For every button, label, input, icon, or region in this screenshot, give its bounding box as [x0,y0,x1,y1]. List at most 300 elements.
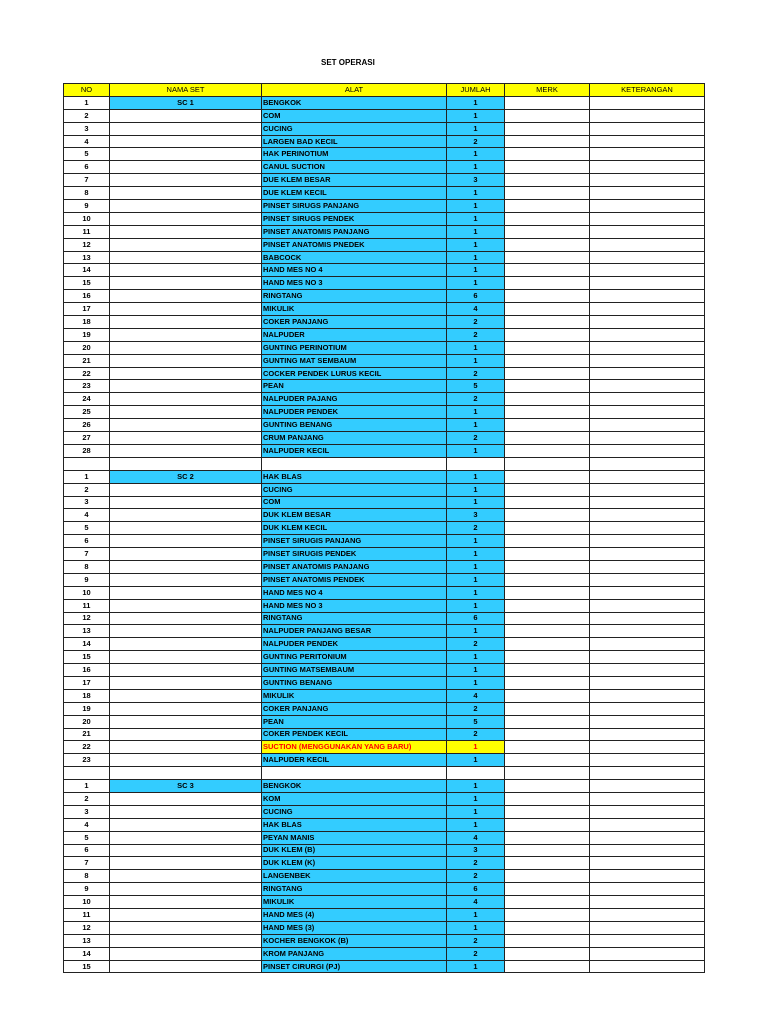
cell-merk[interactable] [505,548,590,561]
cell-keterangan[interactable] [590,664,705,677]
cell-keterangan[interactable] [590,341,705,354]
cell-nama-set[interactable] [110,174,262,187]
cell-jumlah[interactable]: 1 [447,560,505,573]
cell-nama-set[interactable] [110,444,262,457]
cell-merk[interactable] [505,702,590,715]
cell-keterangan[interactable] [590,689,705,702]
cell-merk[interactable] [505,560,590,573]
cell-alat[interactable]: NALPUDER KECIL [262,444,447,457]
cell-alat[interactable]: DUK KLEM (K) [262,857,447,870]
cell-merk[interactable] [505,934,590,947]
cell-jumlah[interactable]: 1 [447,161,505,174]
cell-alat[interactable]: KOCHER BENGKOK (B) [262,934,447,947]
cell-nama-set[interactable] [110,290,262,303]
cell-nama-set[interactable] [110,380,262,393]
cell-keterangan[interactable] [590,870,705,883]
cell-keterangan[interactable] [590,909,705,922]
cell-nama-set[interactable]: SC 3 [110,780,262,793]
cell-merk[interactable] [505,161,590,174]
cell-merk[interactable] [505,741,590,754]
cell-keterangan[interactable] [590,509,705,522]
cell-merk[interactable] [505,792,590,805]
cell-merk[interactable] [505,805,590,818]
cell-nama-set[interactable] [110,741,262,754]
cell-nama-set[interactable] [110,200,262,213]
cell-alat[interactable]: GUNTING PERINOTIUM [262,341,447,354]
cell-alat[interactable]: DUE KLEM BESAR [262,174,447,187]
empty-cell[interactable] [590,457,705,470]
cell-keterangan[interactable] [590,960,705,973]
cell-no[interactable]: 7 [64,857,110,870]
cell-no[interactable]: 11 [64,909,110,922]
cell-merk[interactable] [505,728,590,741]
cell-no[interactable]: 15 [64,960,110,973]
cell-nama-set[interactable] [110,303,262,316]
cell-no[interactable]: 12 [64,921,110,934]
cell-nama-set[interactable] [110,586,262,599]
cell-keterangan[interactable] [590,354,705,367]
cell-alat[interactable]: DUK KLEM (B) [262,844,447,857]
cell-keterangan[interactable] [590,483,705,496]
cell-jumlah[interactable]: 1 [447,625,505,638]
cell-jumlah[interactable]: 1 [447,573,505,586]
cell-no[interactable]: 15 [64,277,110,290]
cell-keterangan[interactable] [590,535,705,548]
cell-nama-set[interactable] [110,844,262,857]
cell-merk[interactable] [505,844,590,857]
cell-alat[interactable]: MIKULIK [262,689,447,702]
cell-keterangan[interactable] [590,651,705,664]
cell-nama-set[interactable] [110,122,262,135]
cell-merk[interactable] [505,200,590,213]
cell-no[interactable]: 9 [64,200,110,213]
cell-jumlah[interactable]: 2 [447,638,505,651]
cell-jumlah[interactable]: 1 [447,444,505,457]
cell-jumlah[interactable]: 1 [447,754,505,767]
cell-jumlah[interactable]: 2 [447,367,505,380]
cell-merk[interactable] [505,857,590,870]
cell-no[interactable]: 14 [64,264,110,277]
cell-keterangan[interactable] [590,444,705,457]
empty-cell[interactable] [110,457,262,470]
cell-merk[interactable] [505,432,590,445]
cell-nama-set[interactable] [110,354,262,367]
cell-alat[interactable]: BABCOCK [262,251,447,264]
cell-jumlah[interactable]: 1 [447,148,505,161]
cell-nama-set[interactable]: SC 1 [110,96,262,109]
cell-keterangan[interactable] [590,573,705,586]
cell-no[interactable]: 6 [64,844,110,857]
cell-nama-set[interactable] [110,792,262,805]
cell-nama-set[interactable]: SC 2 [110,470,262,483]
cell-nama-set[interactable] [110,599,262,612]
cell-alat[interactable]: CUCING [262,483,447,496]
cell-jumlah[interactable]: 1 [447,805,505,818]
cell-merk[interactable] [505,586,590,599]
cell-no[interactable]: 20 [64,341,110,354]
cell-nama-set[interactable] [110,909,262,922]
cell-jumlah[interactable]: 1 [447,277,505,290]
cell-jumlah[interactable]: 1 [447,341,505,354]
cell-no[interactable]: 13 [64,625,110,638]
cell-no[interactable]: 19 [64,702,110,715]
cell-keterangan[interactable] [590,109,705,122]
cell-jumlah[interactable]: 1 [447,496,505,509]
cell-jumlah[interactable]: 1 [447,599,505,612]
cell-keterangan[interactable] [590,174,705,187]
cell-keterangan[interactable] [590,96,705,109]
cell-keterangan[interactable] [590,251,705,264]
cell-keterangan[interactable] [590,715,705,728]
header-keterangan[interactable]: KETERANGAN [590,84,705,97]
cell-keterangan[interactable] [590,638,705,651]
empty-cell[interactable] [590,767,705,780]
cell-alat[interactable]: PINSET CIRURGI (PJ) [262,960,447,973]
cell-alat[interactable]: PINSET ANATOMIS PANJANG [262,225,447,238]
cell-merk[interactable] [505,174,590,187]
cell-keterangan[interactable] [590,780,705,793]
cell-merk[interactable] [505,638,590,651]
cell-jumlah[interactable]: 1 [447,909,505,922]
cell-nama-set[interactable] [110,225,262,238]
cell-alat[interactable]: COKER PANJANG [262,316,447,329]
cell-no[interactable]: 14 [64,947,110,960]
cell-no[interactable]: 18 [64,316,110,329]
cell-alat[interactable]: LANGENBEK [262,870,447,883]
cell-no[interactable]: 17 [64,303,110,316]
cell-merk[interactable] [505,715,590,728]
cell-nama-set[interactable] [110,728,262,741]
cell-keterangan[interactable] [590,328,705,341]
empty-cell[interactable] [447,457,505,470]
cell-no[interactable]: 27 [64,432,110,445]
cell-alat[interactable]: GUNTING MATSEMBAUM [262,664,447,677]
cell-keterangan[interactable] [590,367,705,380]
cell-nama-set[interactable] [110,560,262,573]
cell-nama-set[interactable] [110,612,262,625]
cell-keterangan[interactable] [590,303,705,316]
cell-keterangan[interactable] [590,676,705,689]
cell-alat[interactable]: PINSET SIRUGS PANJANG [262,200,447,213]
cell-alat[interactable]: HAND MES (3) [262,921,447,934]
empty-cell[interactable] [447,767,505,780]
cell-no[interactable]: 4 [64,818,110,831]
cell-jumlah[interactable]: 1 [447,664,505,677]
cell-nama-set[interactable] [110,277,262,290]
cell-keterangan[interactable] [590,947,705,960]
cell-alat[interactable]: COKER PANJANG [262,702,447,715]
cell-no[interactable]: 1 [64,780,110,793]
cell-merk[interactable] [505,947,590,960]
header-merk[interactable]: MERK [505,84,590,97]
header-jumlah[interactable]: JUMLAH [447,84,505,97]
cell-alat[interactable]: HAND MES NO 3 [262,277,447,290]
cell-jumlah[interactable]: 1 [447,548,505,561]
cell-alat[interactable]: CUCING [262,122,447,135]
cell-nama-set[interactable] [110,535,262,548]
cell-merk[interactable] [505,483,590,496]
cell-keterangan[interactable] [590,432,705,445]
cell-keterangan[interactable] [590,316,705,329]
cell-nama-set[interactable] [110,187,262,200]
cell-jumlah[interactable]: 5 [447,715,505,728]
empty-cell[interactable] [262,767,447,780]
cell-nama-set[interactable] [110,548,262,561]
cell-nama-set[interactable] [110,664,262,677]
cell-nama-set[interactable] [110,883,262,896]
cell-keterangan[interactable] [590,586,705,599]
cell-nama-set[interactable] [110,818,262,831]
cell-jumlah[interactable]: 2 [447,432,505,445]
cell-no[interactable]: 6 [64,535,110,548]
cell-alat[interactable]: HAND MES NO 3 [262,599,447,612]
cell-jumlah[interactable]: 2 [447,702,505,715]
cell-nama-set[interactable] [110,148,262,161]
cell-jumlah[interactable]: 1 [447,264,505,277]
cell-no[interactable]: 10 [64,586,110,599]
cell-nama-set[interactable] [110,896,262,909]
cell-merk[interactable] [505,212,590,225]
cell-keterangan[interactable] [590,560,705,573]
cell-alat[interactable]: RINGTANG [262,612,447,625]
cell-merk[interactable] [505,496,590,509]
cell-jumlah[interactable]: 2 [447,328,505,341]
cell-alat[interactable]: PINSET ANATOMIS PANJANG [262,560,447,573]
cell-alat[interactable]: GUNTING BENANG [262,676,447,689]
cell-alat[interactable]: BENGKOK [262,96,447,109]
cell-nama-set[interactable] [110,393,262,406]
cell-nama-set[interactable] [110,702,262,715]
empty-cell[interactable] [505,767,590,780]
cell-jumlah[interactable]: 1 [447,109,505,122]
cell-no[interactable]: 10 [64,896,110,909]
cell-alat[interactable]: NALPUDER KECIL [262,754,447,767]
cell-alat[interactable]: GUNTING MAT SEMBAUM [262,354,447,367]
cell-keterangan[interactable] [590,934,705,947]
cell-no[interactable]: 14 [64,638,110,651]
cell-keterangan[interactable] [590,754,705,767]
cell-alat[interactable]: LARGEN BAD KECIL [262,135,447,148]
cell-alat[interactable]: HAK PERINOTIUM [262,148,447,161]
cell-jumlah[interactable]: 2 [447,857,505,870]
cell-merk[interactable] [505,676,590,689]
cell-keterangan[interactable] [590,122,705,135]
cell-jumlah[interactable]: 1 [447,792,505,805]
cell-no[interactable]: 26 [64,419,110,432]
cell-keterangan[interactable] [590,728,705,741]
cell-merk[interactable] [505,419,590,432]
empty-cell[interactable] [64,457,110,470]
cell-alat[interactable]: COM [262,109,447,122]
cell-jumlah[interactable]: 1 [447,676,505,689]
cell-no[interactable]: 7 [64,174,110,187]
cell-nama-set[interactable] [110,483,262,496]
cell-merk[interactable] [505,238,590,251]
cell-nama-set[interactable] [110,857,262,870]
cell-keterangan[interactable] [590,380,705,393]
cell-keterangan[interactable] [590,496,705,509]
cell-alat[interactable]: CUCING [262,805,447,818]
cell-no[interactable]: 20 [64,715,110,728]
cell-alat[interactable]: NALPUDER PENDEK [262,638,447,651]
cell-alat[interactable]: BENGKOK [262,780,447,793]
cell-nama-set[interactable] [110,934,262,947]
cell-nama-set[interactable] [110,432,262,445]
cell-jumlah[interactable]: 1 [447,535,505,548]
header-no[interactable]: NO [64,84,110,97]
cell-alat[interactable]: NALPUDER [262,328,447,341]
cell-merk[interactable] [505,354,590,367]
cell-nama-set[interactable] [110,419,262,432]
cell-no[interactable]: 19 [64,328,110,341]
cell-alat[interactable]: RINGTANG [262,883,447,896]
cell-no[interactable]: 11 [64,225,110,238]
cell-no[interactable]: 8 [64,187,110,200]
cell-keterangan[interactable] [590,470,705,483]
cell-keterangan[interactable] [590,148,705,161]
cell-no[interactable]: 22 [64,741,110,754]
cell-alat[interactable]: KROM PANJANG [262,947,447,960]
cell-jumlah[interactable]: 6 [447,612,505,625]
cell-jumlah[interactable]: 1 [447,960,505,973]
cell-alat[interactable]: GUNTING PERITONIUM [262,651,447,664]
cell-merk[interactable] [505,148,590,161]
cell-alat[interactable]: PINSET SIRUGIS PENDEK [262,548,447,561]
cell-keterangan[interactable] [590,805,705,818]
cell-nama-set[interactable] [110,921,262,934]
cell-jumlah[interactable]: 2 [447,870,505,883]
cell-merk[interactable] [505,251,590,264]
cell-merk[interactable] [505,573,590,586]
cell-keterangan[interactable] [590,277,705,290]
cell-alat[interactable]: MIKULIK [262,303,447,316]
cell-jumlah[interactable]: 1 [447,251,505,264]
cell-jumlah[interactable]: 4 [447,831,505,844]
cell-merk[interactable] [505,509,590,522]
cell-jumlah[interactable]: 1 [447,483,505,496]
cell-no[interactable]: 7 [64,548,110,561]
cell-alat[interactable]: HAK BLAS [262,470,447,483]
cell-merk[interactable] [505,109,590,122]
cell-no[interactable]: 11 [64,599,110,612]
cell-nama-set[interactable] [110,960,262,973]
cell-merk[interactable] [505,303,590,316]
cell-jumlah[interactable]: 4 [447,896,505,909]
cell-keterangan[interactable] [590,612,705,625]
cell-jumlah[interactable]: 2 [447,135,505,148]
cell-no[interactable]: 16 [64,664,110,677]
cell-alat[interactable]: HAND MES NO 4 [262,586,447,599]
cell-no[interactable]: 8 [64,560,110,573]
cell-alat[interactable]: HAND MES NO 4 [262,264,447,277]
cell-merk[interactable] [505,264,590,277]
cell-keterangan[interactable] [590,599,705,612]
cell-merk[interactable] [505,96,590,109]
cell-alat[interactable]: COM [262,496,447,509]
cell-alat[interactable]: GUNTING BENANG [262,419,447,432]
cell-jumlah[interactable]: 4 [447,303,505,316]
cell-alat[interactable]: NALPUDER PANJANG BESAR [262,625,447,638]
cell-keterangan[interactable] [590,921,705,934]
cell-jumlah[interactable]: 1 [447,921,505,934]
cell-jumlah[interactable]: 1 [447,741,505,754]
cell-nama-set[interactable] [110,754,262,767]
cell-merk[interactable] [505,689,590,702]
cell-alat[interactable]: RINGTANG [262,290,447,303]
empty-cell[interactable] [505,457,590,470]
cell-no[interactable]: 9 [64,573,110,586]
cell-merk[interactable] [505,380,590,393]
cell-jumlah[interactable]: 1 [447,419,505,432]
cell-merk[interactable] [505,664,590,677]
cell-no[interactable]: 21 [64,354,110,367]
cell-merk[interactable] [505,831,590,844]
cell-nama-set[interactable] [110,238,262,251]
cell-nama-set[interactable] [110,689,262,702]
cell-nama-set[interactable] [110,831,262,844]
cell-keterangan[interactable] [590,393,705,406]
cell-keterangan[interactable] [590,200,705,213]
cell-keterangan[interactable] [590,238,705,251]
cell-merk[interactable] [505,290,590,303]
header-alat[interactable]: ALAT [262,84,447,97]
cell-no[interactable]: 2 [64,109,110,122]
cell-keterangan[interactable] [590,792,705,805]
cell-no[interactable]: 5 [64,148,110,161]
cell-merk[interactable] [505,921,590,934]
cell-merk[interactable] [505,909,590,922]
cell-jumlah[interactable]: 3 [447,844,505,857]
cell-keterangan[interactable] [590,419,705,432]
cell-nama-set[interactable] [110,509,262,522]
cell-alat[interactable]: DUK KLEM KECIL [262,522,447,535]
cell-no[interactable]: 18 [64,689,110,702]
cell-nama-set[interactable] [110,870,262,883]
cell-keterangan[interactable] [590,741,705,754]
cell-jumlah[interactable]: 1 [447,96,505,109]
cell-nama-set[interactable] [110,316,262,329]
cell-keterangan[interactable] [590,844,705,857]
cell-jumlah[interactable]: 1 [447,470,505,483]
empty-cell[interactable] [262,457,447,470]
cell-jumlah[interactable]: 1 [447,212,505,225]
cell-nama-set[interactable] [110,805,262,818]
cell-no[interactable]: 4 [64,135,110,148]
cell-keterangan[interactable] [590,831,705,844]
cell-no[interactable]: 13 [64,251,110,264]
cell-alat[interactable]: PINSET SIRUGS PENDEK [262,212,447,225]
cell-no[interactable]: 12 [64,238,110,251]
cell-alat[interactable]: COKER PENDEK KECIL [262,728,447,741]
cell-nama-set[interactable] [110,406,262,419]
cell-jumlah[interactable]: 2 [447,316,505,329]
cell-merk[interactable] [505,522,590,535]
cell-no[interactable]: 5 [64,831,110,844]
cell-nama-set[interactable] [110,109,262,122]
cell-alat[interactable]: CANUL SUCTION [262,161,447,174]
cell-jumlah[interactable]: 2 [447,947,505,960]
cell-no[interactable]: 28 [64,444,110,457]
cell-no[interactable]: 17 [64,676,110,689]
cell-merk[interactable] [505,187,590,200]
header-nama-set[interactable]: NAMA SET [110,84,262,97]
cell-merk[interactable] [505,393,590,406]
cell-merk[interactable] [505,470,590,483]
cell-alat[interactable]: PINSET ANATOMIS PNEDEK [262,238,447,251]
cell-no[interactable]: 24 [64,393,110,406]
cell-alat[interactable]: NALPUDER PAJANG [262,393,447,406]
cell-merk[interactable] [505,316,590,329]
